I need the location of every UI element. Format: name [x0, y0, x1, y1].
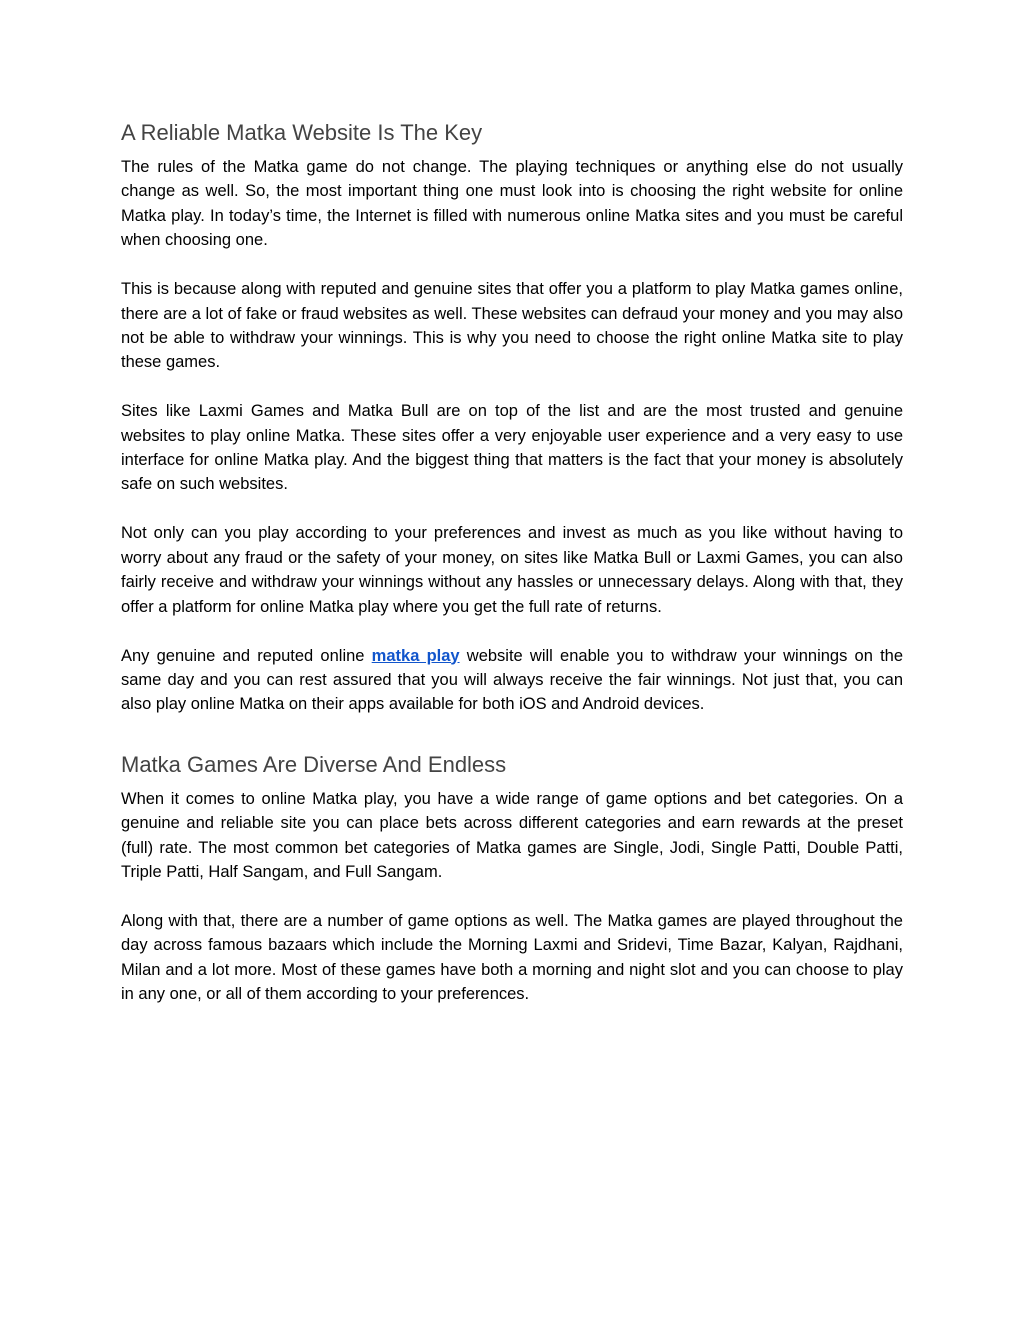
section-heading-diverse-games: Matka Games Are Diverse And Endless — [121, 751, 507, 777]
paragraph-preferences: Not only can you play according to your preferences and invest as much as you like without having to worry about any fraud or the safety of your money, on sites like Matka Bull or Laxmi Games, you can also fairly receive and withdraw your winnings without any hassles or unnecessary delays. Along with that, they offer a platform for online Matka play where you get the full rate of returns. — [121, 524, 903, 616]
paragraph-rules: The rules of the Matka game do not change. The playing techniques or anything else do not usually change as well. So, the most important thing one must look into is choosing the right website for online Matka play. In today’s time, the Internet is filled with numerous online Matka sites and you must be careful when choosing one. — [121, 158, 903, 250]
paragraph-trusted-sites: Sites like Laxmi Games and Matka Bull are on top of the list and are the most trusted and genuine websites to play online Matka. These sites offer a very enjoyable user experience and a very easy to use interface for online Matka play. And the biggest thing that matters is the fact that your money is absolutely safe on such websites. — [121, 402, 903, 494]
paragraph-fake-sites: This is because along with reputed and genuine sites that offer you a platform to play Matka games online, there are a lot of fake or fraud websites as well. These websites can defraud your money and you may also not be able to withdraw your winnings. This is why you need to choose the right online Matka site to play these games. — [121, 280, 903, 372]
matka-play-link[interactable]: matka play — [371, 646, 460, 665]
section-heading-reliable-website: A Reliable Matka Website Is The Key — [121, 120, 483, 145]
paragraph-game-options: Along with that, there are a number of game options as well. The Matka games are played throughout the day across famous bazaars which include the Morning Laxmi and Sridevi, Time Bazar, Kalyan, Rajdhani, Milan and a lot more. Most of these games have both a morning and night slot and you can choose to play in any one, or all of them according to your preferences. — [121, 911, 903, 1004]
document-page — [121, 118, 903, 1006]
paragraph-text-after-link: website will enable you to withdraw your winnings on the same day and you can rest assured that you will always receive the fair winnings. Not just that, you can also play online Matka on their apps available for both iOS and Android devices. — [121, 646, 904, 714]
paragraph-withdraw-winnings — [121, 644, 903, 717]
paragraph-bet-categories: When it comes to online Matka play, you have a wide range of game options and bet categories. On a genuine and reliable site you can place bets across different categories and earn rewards at the preset (full) rate. The most common bet categories of Matka games are Single, Jodi, Single Patti, Double Patti, Triple Patti, Half Sangam, and Full Sangam. — [121, 789, 903, 881]
paragraph-text-before-link: Any genuine and reputed online — [121, 646, 372, 665]
